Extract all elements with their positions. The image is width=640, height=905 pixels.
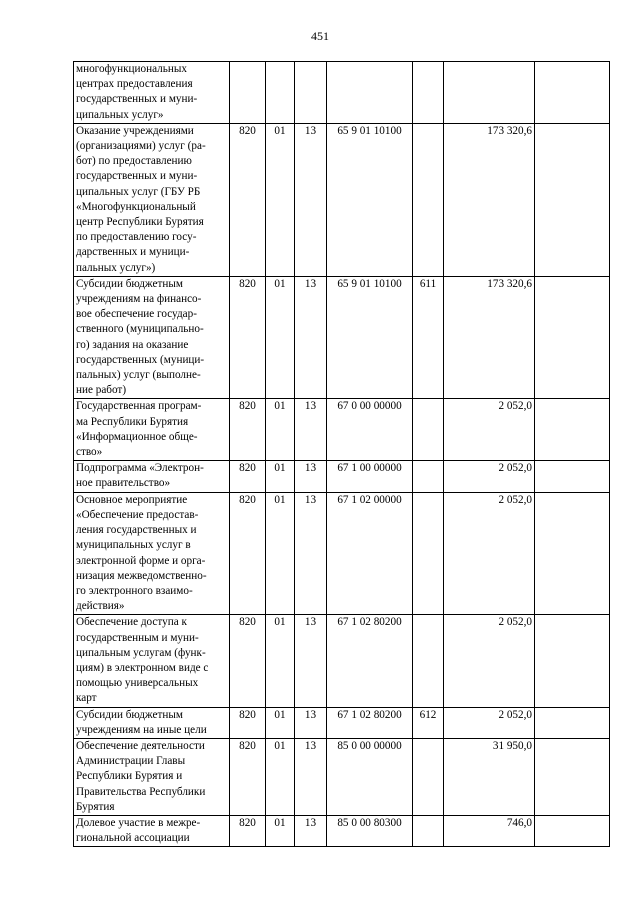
- target-code: 67 1 00 00000: [327, 461, 413, 492]
- amount-cell: 2 052,0: [444, 461, 535, 492]
- row-name: Государственная програм- ма Республики Бурятия «Информационное обще- ство»: [74, 399, 230, 461]
- budget-table: [73, 61, 610, 847]
- section-code: 01: [266, 399, 295, 461]
- ministry-code: [230, 62, 266, 124]
- table-row: [74, 399, 610, 461]
- target-code: [327, 62, 413, 124]
- expense-type-code: 611: [413, 276, 444, 399]
- row-name: Субсидии бюджетным учреждениям на иные цели: [74, 707, 230, 738]
- amount-cell: 2 052,0: [444, 615, 535, 707]
- ministry-code: 820: [230, 815, 266, 846]
- empty-cell: [535, 461, 610, 492]
- table-row: [74, 461, 610, 492]
- ministry-code: 820: [230, 738, 266, 815]
- target-code: 85 0 00 80300: [327, 815, 413, 846]
- expense-type-code: [413, 62, 444, 124]
- ministry-code: 820: [230, 399, 266, 461]
- row-name: Оказание учреждениями (организациями) услуг (ра- бот) по предоставлению государственных и муни- ципальных услуг (ГБУ РБ «Многофункциональный центр Республики Бурятия по предоставлению госу- дарственных и муници- пальных услуг»): [74, 123, 230, 276]
- amount-cell: 2 052,0: [444, 707, 535, 738]
- ministry-code: 820: [230, 707, 266, 738]
- subsection-code: 13: [295, 399, 327, 461]
- page-number: 451: [311, 29, 329, 43]
- empty-cell: [535, 707, 610, 738]
- row-name: Основное мероприятие «Обеспечение предостав- ления государственных и муниципальных услуг в электронной форме и орга- низация межведомственно- го электронного взаимо- действия»: [74, 492, 230, 615]
- row-name: Обеспечение деятельности Администрации Главы Республики Бурятия и Правительства Республики Бурятия: [74, 738, 230, 815]
- section-code: 01: [266, 123, 295, 276]
- empty-cell: [535, 399, 610, 461]
- row-name: Субсидии бюджетным учреждениям на финансо- вое обеспечение государ- ственного (муниципально- го) задания на оказание государственных (муници- пальных) услуг (выполне- ние работ): [74, 276, 230, 399]
- table-row: [74, 815, 610, 846]
- subsection-code: 13: [295, 738, 327, 815]
- empty-cell: [535, 738, 610, 815]
- amount-cell: 31 950,0: [444, 738, 535, 815]
- row-name: Обеспечение доступа к государственным и муни- ципальным услугам (функ- циям) в электронном виде с помощью универсальных карт: [74, 615, 230, 707]
- expense-type-code: [413, 738, 444, 815]
- row-name: Долевое участие в межре- гиональной ассоциации: [74, 815, 230, 846]
- expense-type-code: [413, 615, 444, 707]
- section-code: 01: [266, 615, 295, 707]
- row-name: многофункциональных центрах предоставления государственных и муни- ципальных услуг»: [74, 62, 230, 124]
- amount-cell: 2 052,0: [444, 492, 535, 615]
- empty-cell: [535, 492, 610, 615]
- section-code: 01: [266, 492, 295, 615]
- target-code: 67 1 02 80200: [327, 615, 413, 707]
- target-code: 65 9 01 10100: [327, 276, 413, 399]
- table-row: [74, 492, 610, 615]
- subsection-code: 13: [295, 815, 327, 846]
- target-code: 85 0 00 00000: [327, 738, 413, 815]
- target-code: 67 1 02 00000: [327, 492, 413, 615]
- row-name: Подпрограмма «Электрон- ное правительство»: [74, 461, 230, 492]
- amount-cell: 746,0: [444, 815, 535, 846]
- table-row: [74, 62, 610, 124]
- table-row: [74, 615, 610, 707]
- table-row: [74, 738, 610, 815]
- amount-cell: 173 320,6: [444, 276, 535, 399]
- subsection-code: 13: [295, 615, 327, 707]
- expense-type-code: [413, 492, 444, 615]
- target-code: 67 0 00 00000: [327, 399, 413, 461]
- subsection-code: 13: [295, 276, 327, 399]
- ministry-code: 820: [230, 492, 266, 615]
- subsection-code: 13: [295, 707, 327, 738]
- amount-cell: 173 320,6: [444, 123, 535, 276]
- table-row: [74, 707, 610, 738]
- empty-cell: [535, 276, 610, 399]
- section-code: 01: [266, 707, 295, 738]
- section-code: [266, 62, 295, 124]
- amount-cell: 2 052,0: [444, 399, 535, 461]
- empty-cell: [535, 815, 610, 846]
- expense-type-code: [413, 399, 444, 461]
- expense-type-code: [413, 123, 444, 276]
- subsection-code: [295, 62, 327, 124]
- table-row: [74, 276, 610, 399]
- subsection-code: 13: [295, 123, 327, 276]
- section-code: 01: [266, 276, 295, 399]
- section-code: 01: [266, 815, 295, 846]
- ministry-code: 820: [230, 123, 266, 276]
- expense-type-code: [413, 461, 444, 492]
- ministry-code: 820: [230, 276, 266, 399]
- subsection-code: 13: [295, 461, 327, 492]
- empty-cell: [535, 62, 610, 124]
- table-row: [74, 123, 610, 276]
- empty-cell: [535, 615, 610, 707]
- section-code: 01: [266, 738, 295, 815]
- section-code: 01: [266, 461, 295, 492]
- target-code: 65 9 01 10100: [327, 123, 413, 276]
- amount-cell: [444, 62, 535, 124]
- ministry-code: 820: [230, 615, 266, 707]
- expense-type-code: 612: [413, 707, 444, 738]
- empty-cell: [535, 123, 610, 276]
- ministry-code: 820: [230, 461, 266, 492]
- target-code: 67 1 02 80200: [327, 707, 413, 738]
- subsection-code: 13: [295, 492, 327, 615]
- expense-type-code: [413, 815, 444, 846]
